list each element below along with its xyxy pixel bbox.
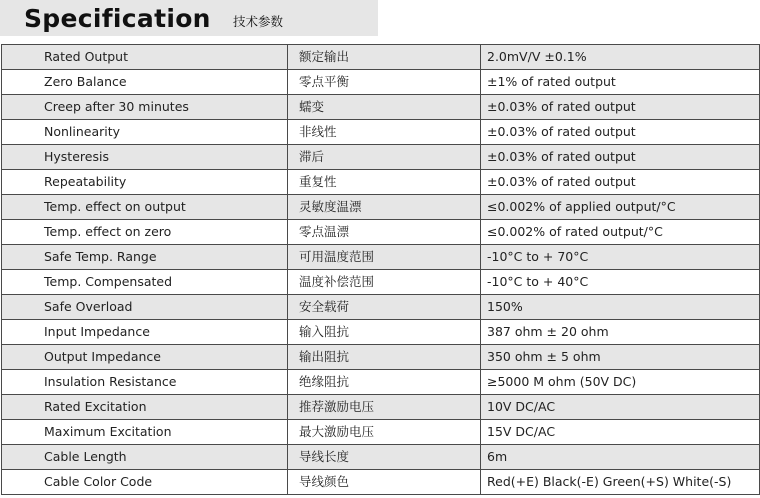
param-name-en: Maximum Excitation	[2, 420, 288, 445]
table-row	[2, 320, 760, 345]
specification-table	[1, 44, 760, 495]
param-value: ±0.03% of rated output	[481, 120, 760, 145]
param-name-zh: 导线颜色	[288, 470, 481, 495]
table-row	[2, 220, 760, 245]
param-name-en: Temp. effect on zero	[2, 220, 288, 245]
param-name-zh: 温度补偿范围	[288, 270, 481, 295]
param-name-en: Input Impedance	[2, 320, 288, 345]
table-row	[2, 395, 760, 420]
param-name-zh: 可用温度范围	[288, 245, 481, 270]
page-title: Specification	[24, 4, 211, 33]
table-row	[2, 445, 760, 470]
param-name-en: Insulation Resistance	[2, 370, 288, 395]
param-name-zh: 重复性	[288, 170, 481, 195]
table-row	[2, 295, 760, 320]
param-name-en: Temp. Compensated	[2, 270, 288, 295]
param-value: -10°C to + 40°C	[481, 270, 760, 295]
param-name-zh: 最大激励电压	[288, 420, 481, 445]
param-value: ≤0.002% of applied output/°C	[481, 195, 760, 220]
param-name-zh: 安全载荷	[288, 295, 481, 320]
param-name-zh: 绝缘阻抗	[288, 370, 481, 395]
table-row	[2, 470, 760, 495]
table-row	[2, 420, 760, 445]
param-value: ±0.03% of rated output	[481, 95, 760, 120]
param-value: ≤0.002% of rated output/°C	[481, 220, 760, 245]
table-row	[2, 95, 760, 120]
table-row	[2, 195, 760, 220]
param-value: 150%	[481, 295, 760, 320]
table-row	[2, 70, 760, 95]
param-name-zh: 蠕变	[288, 95, 481, 120]
table-row	[2, 270, 760, 295]
param-name-en: Creep after 30 minutes	[2, 95, 288, 120]
param-value: ≥5000 M ohm (50V DC)	[481, 370, 760, 395]
param-name-en: Cable Color Code	[2, 470, 288, 495]
param-name-en: Safe Temp. Range	[2, 245, 288, 270]
param-value: ±0.03% of rated output	[481, 145, 760, 170]
param-value: 350 ohm ± 5 ohm	[481, 345, 760, 370]
table-row	[2, 245, 760, 270]
param-name-zh: 零点温漂	[288, 220, 481, 245]
page-subtitle: 技术参数	[233, 14, 284, 29]
param-value: 2.0mV/V ±0.1%	[481, 45, 760, 70]
param-name-zh: 推荐激励电压	[288, 395, 481, 420]
table-row	[2, 370, 760, 395]
param-name-en: Cable Length	[2, 445, 288, 470]
param-name-zh: 额定输出	[288, 45, 481, 70]
table-row	[2, 170, 760, 195]
param-name-zh: 零点平衡	[288, 70, 481, 95]
param-name-en: Rated Output	[2, 45, 288, 70]
param-value: 6m	[481, 445, 760, 470]
param-value: -10°C to + 70°C	[481, 245, 760, 270]
param-name-en: Rated Excitation	[2, 395, 288, 420]
param-name-en: Zero Balance	[2, 70, 288, 95]
param-name-en: Safe Overload	[2, 295, 288, 320]
param-value: 387 ohm ± 20 ohm	[481, 320, 760, 345]
param-name-en: Temp. effect on output	[2, 195, 288, 220]
param-value: Red(+E) Black(-E) Green(+S) White(-S)	[481, 470, 760, 495]
table-row	[2, 45, 760, 70]
param-name-en: Output Impedance	[2, 345, 288, 370]
param-name-zh: 导线长度	[288, 445, 481, 470]
param-value: ±0.03% of rated output	[481, 170, 760, 195]
param-name-en: Hysteresis	[2, 145, 288, 170]
param-name-zh: 灵敏度温漂	[288, 195, 481, 220]
param-name-zh: 输入阻抗	[288, 320, 481, 345]
param-value: ±1% of rated output	[481, 70, 760, 95]
param-name-en: Repeatability	[2, 170, 288, 195]
table-row	[2, 345, 760, 370]
param-name-en: Nonlinearity	[2, 120, 288, 145]
param-name-zh: 非线性	[288, 120, 481, 145]
table-row	[2, 145, 760, 170]
table-row	[2, 120, 760, 145]
spec-header	[0, 0, 378, 36]
param-name-zh: 输出阻抗	[288, 345, 481, 370]
param-value: 15V DC/AC	[481, 420, 760, 445]
param-name-zh: 滞后	[288, 145, 481, 170]
param-value: 10V DC/AC	[481, 395, 760, 420]
